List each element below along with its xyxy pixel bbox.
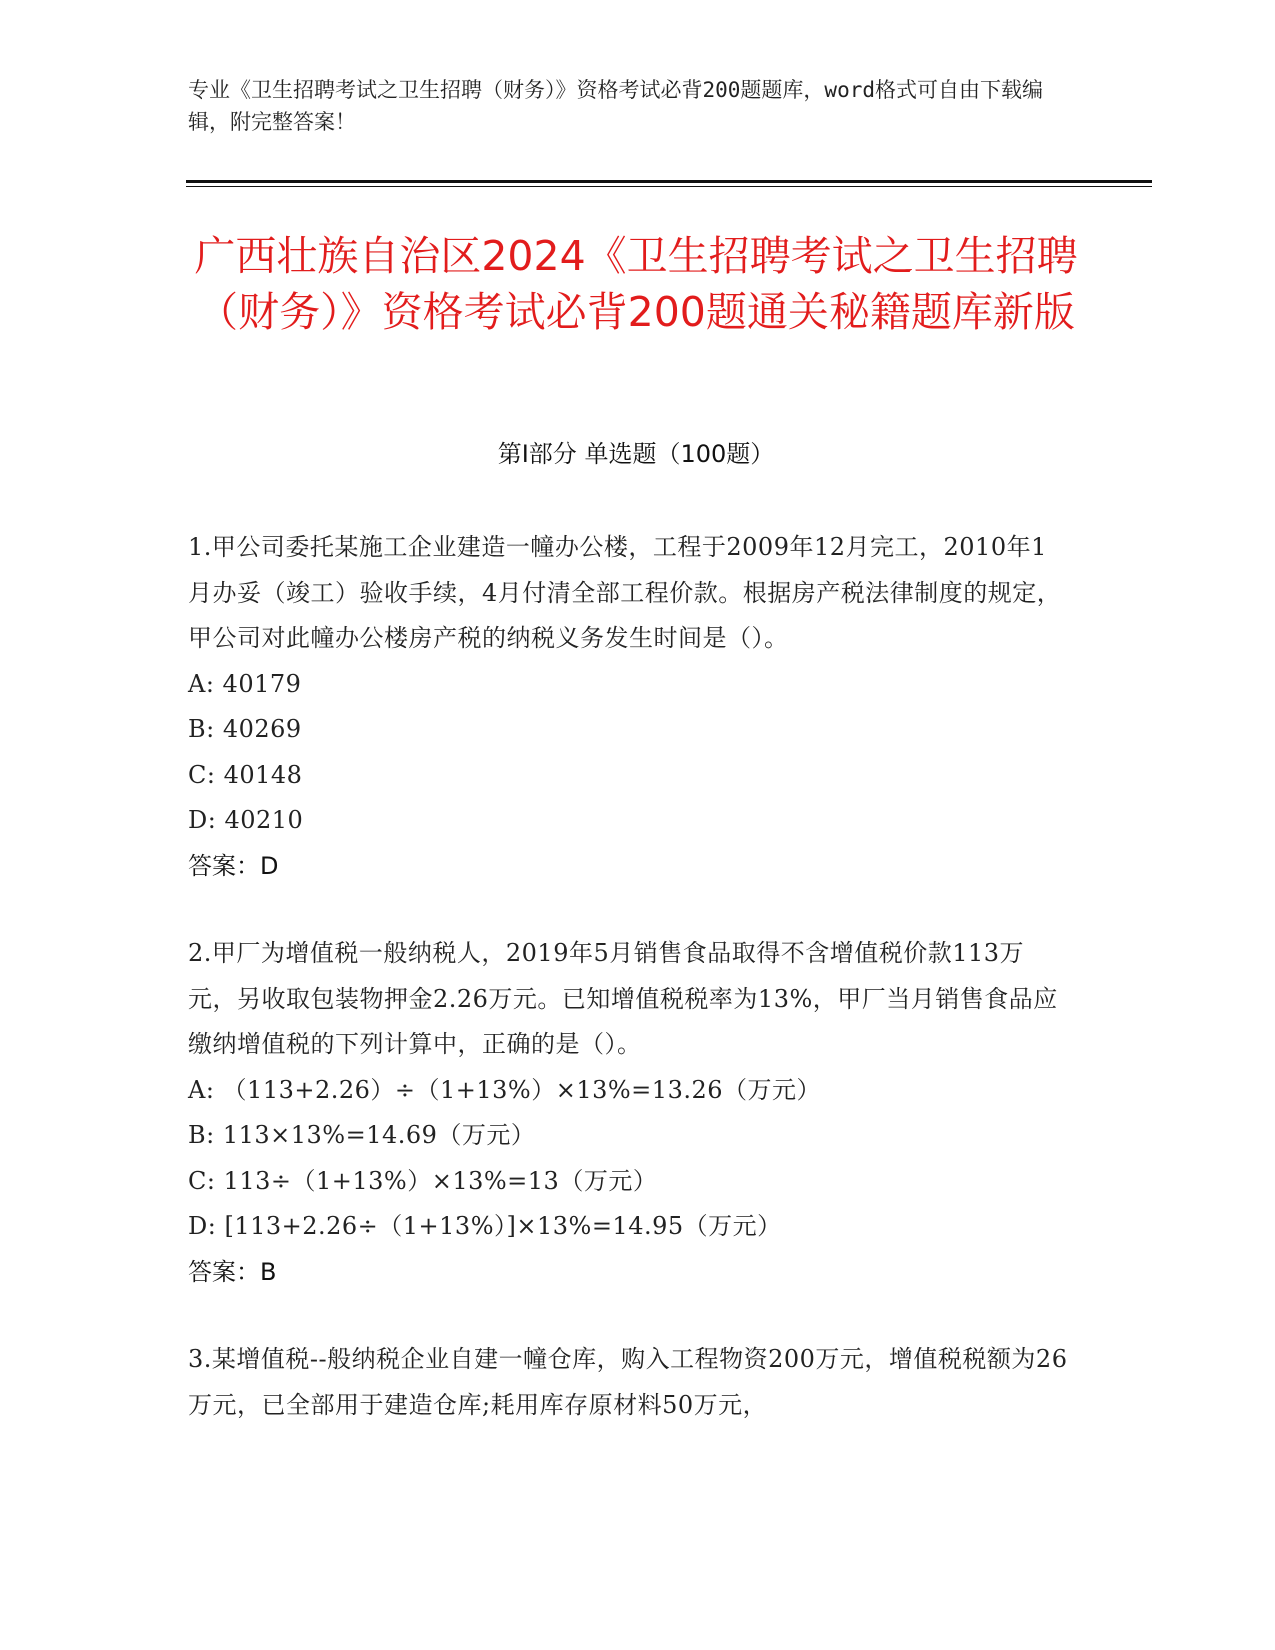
answer-label: 答案：D	[188, 851, 279, 880]
option-a: A: 40179	[188, 669, 302, 698]
question-2	[188, 931, 1068, 1295]
header-divider-thin	[186, 186, 1152, 187]
option-c: C: 40148	[188, 760, 303, 789]
option-a: A: （113+2.26）÷（1+13%）×13%=13.26（万元）	[188, 1075, 822, 1104]
option-c: C: 113÷（1+13%）×13%=13（万元）	[188, 1166, 658, 1195]
option-b: B: 113×13%=14.69（万元）	[188, 1121, 536, 1149]
option-b: B: 40269	[188, 715, 302, 743]
section-heading: 第I部分 单选题（100题）	[497, 440, 775, 468]
document-title: 广西壮族自治区2024《卫生招聘考试之卫生招聘（财务）》资格考试必背200题通关秘籍题库新版	[194, 232, 1078, 336]
header-note: 专业《卫生招聘考试之卫生招聘（财务）》资格考试必背200题题库，word格式可自由下载编辑，附完整答案！	[188, 78, 1043, 134]
header-divider-thick	[186, 180, 1152, 183]
option-d: D: 40210	[188, 806, 304, 834]
question-list	[188, 525, 1068, 1470]
option-d: D: [113+2.26÷（1+13%）]×13%=14.95（万元）	[188, 1212, 782, 1240]
question-1	[188, 525, 1068, 889]
question-stem: 2.甲厂为增值税一般纳税人，2019年5月销售食品取得不含增值税价款113万元，另收取包装物押金2.26万元。已知增值税税率为13%，甲厂当月销售食品应缴纳增值税的下列计算中，正确的是（）。	[188, 939, 1058, 1058]
question-stem: 1.甲公司委托某施工企业建造一幢办公楼，工程于2009年12月完工，2010年1月办妥（竣工）验收手续，4月付清全部工程价款。根据房产税法律制度的规定，甲公司对此幢办公楼房产税的纳税义务发生时间是（）。	[188, 533, 1062, 652]
question-stem: 3.某增值税--般纳税企业自建一幢仓库，购入工程物资200万元，增值税税额为26万元，已全部用于建造仓库;耗用库存原材料50万元，	[188, 1345, 1068, 1419]
question-3	[188, 1337, 1068, 1428]
answer-label: 答案：B	[188, 1257, 277, 1286]
